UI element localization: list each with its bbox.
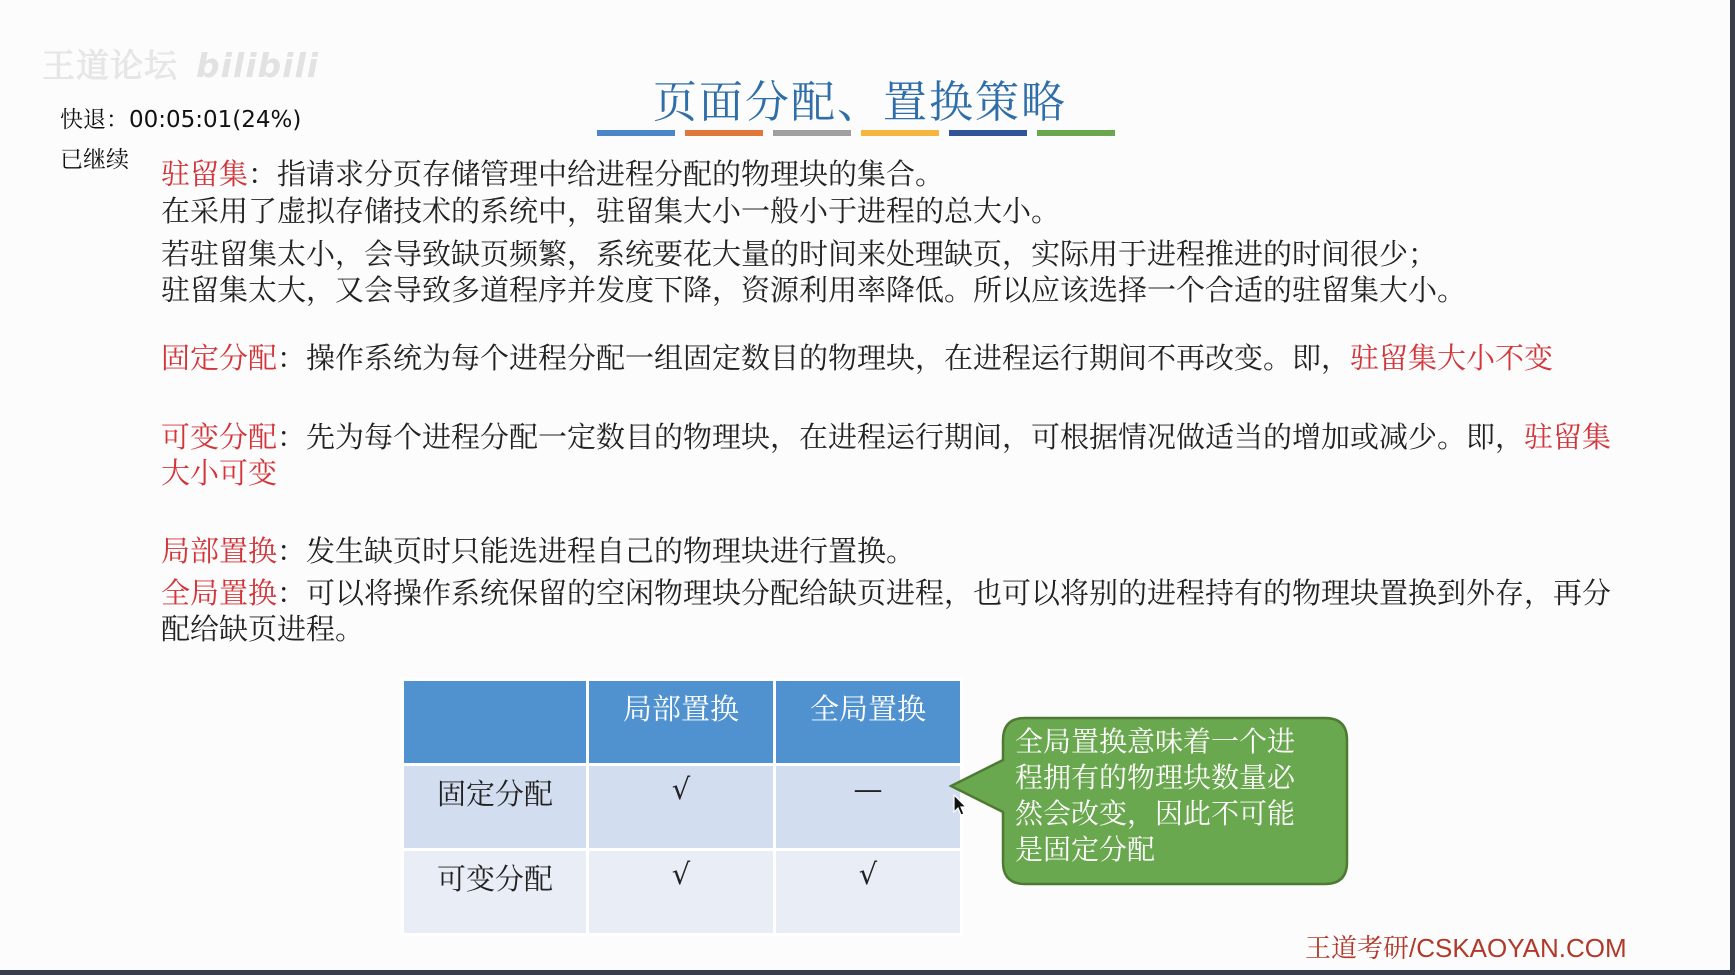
table-row <box>403 765 962 850</box>
title-bar-segment <box>861 130 939 136</box>
callout-text: 全局置换意味着一个进程拥有的物理块数量必然会改变，因此不可能是固定分配 <box>1015 725 1296 866</box>
local-replacement-text: ：发生缺页时只能选进程自己的物理块进行置换。 <box>277 534 916 568</box>
resident-set-line: 驻留集太大，又会导致多道程序并发度下降，资源利用率降低。所以应该选择一个合适的驻留集大小。 <box>161 273 1467 307</box>
bilibili-logo: bilibili <box>196 46 320 85</box>
resident-set-text: ：指请求分页存储管理中给进程分配的物理块的集合。 <box>248 157 945 191</box>
title-underline-bar <box>597 130 1115 136</box>
fixed-allocation-emphasis: 驻留集大小不变 <box>1350 341 1554 375</box>
slide-title: 页面分配、置换策略 <box>653 77 1067 128</box>
table-row-label: 可变分配 <box>403 850 588 935</box>
table-header-cell <box>403 680 588 765</box>
table-cell: — <box>775 765 962 850</box>
callout-bubble <box>995 716 1347 884</box>
term-local-replacement: 局部置换 <box>161 534 278 568</box>
watermark-text: 王道论坛 <box>42 46 178 85</box>
window-edge <box>1730 0 1735 975</box>
mouse-cursor-icon <box>953 794 969 818</box>
allocation-replacement-table <box>401 678 963 936</box>
term-global-replacement: 全局置换 <box>161 576 278 610</box>
variable-allocation-definition <box>161 419 1621 491</box>
term-fixed-allocation: 固定分配 <box>161 341 278 375</box>
resident-set-line: 在采用了虚拟存储技术的系统中，驻留集大小一般小于进程的总大小。 <box>161 194 1061 228</box>
title-bar-segment <box>773 130 851 136</box>
title-bar-segment <box>685 130 763 136</box>
resume-status: 已继续 <box>60 147 129 173</box>
window-edge <box>0 970 1735 975</box>
playback-status: 快退：00:05:01(24%) <box>60 107 302 133</box>
table-cell: √ <box>588 850 775 935</box>
table-header-cell: 局部置换 <box>588 680 775 765</box>
title-bar-segment <box>597 130 675 136</box>
term-variable-allocation: 可变分配 <box>161 420 278 454</box>
variable-allocation-emphasis: 驻留集大小可变 <box>161 420 1612 490</box>
term-resident-set: 驻留集 <box>161 157 249 191</box>
fixed-allocation-text: ：操作系统为每个进程分配一组固定数目的物理块，在进程运行期间不再改变。即， <box>277 341 1351 375</box>
table-cell: √ <box>588 765 775 850</box>
resident-set-line: 若驻留集太小，会导致缺页频繁，系统要花大量的时间来处理缺页，实际用于进程推进的时间很少； <box>161 237 1438 271</box>
table-header-row <box>403 680 962 765</box>
table-header-cell: 全局置换 <box>775 680 962 765</box>
global-replacement-text: ：可以将操作系统保留的空闲物理块分配给缺页进程，也可以将别的进程持有的物理块置换到外存，再分配给缺页进程。 <box>161 576 1612 646</box>
table-row-label: 固定分配 <box>403 765 588 850</box>
fixed-allocation-definition <box>161 340 1621 376</box>
title-bar-segment <box>1037 130 1115 136</box>
title-bar-segment <box>949 130 1027 136</box>
table-cell: √ <box>775 850 962 935</box>
footer-brand: 王道考研/CSKAOYAN.COM <box>1305 933 1627 963</box>
table-row <box>403 850 962 935</box>
resident-set-definition <box>161 156 1621 192</box>
variable-allocation-text: ：先为每个进程分配一定数目的物理块，在进程运行期间，可根据情况做适当的增加或减少。即， <box>277 420 1525 454</box>
local-replacement-definition <box>161 533 1621 569</box>
global-replacement-definition <box>161 575 1621 647</box>
